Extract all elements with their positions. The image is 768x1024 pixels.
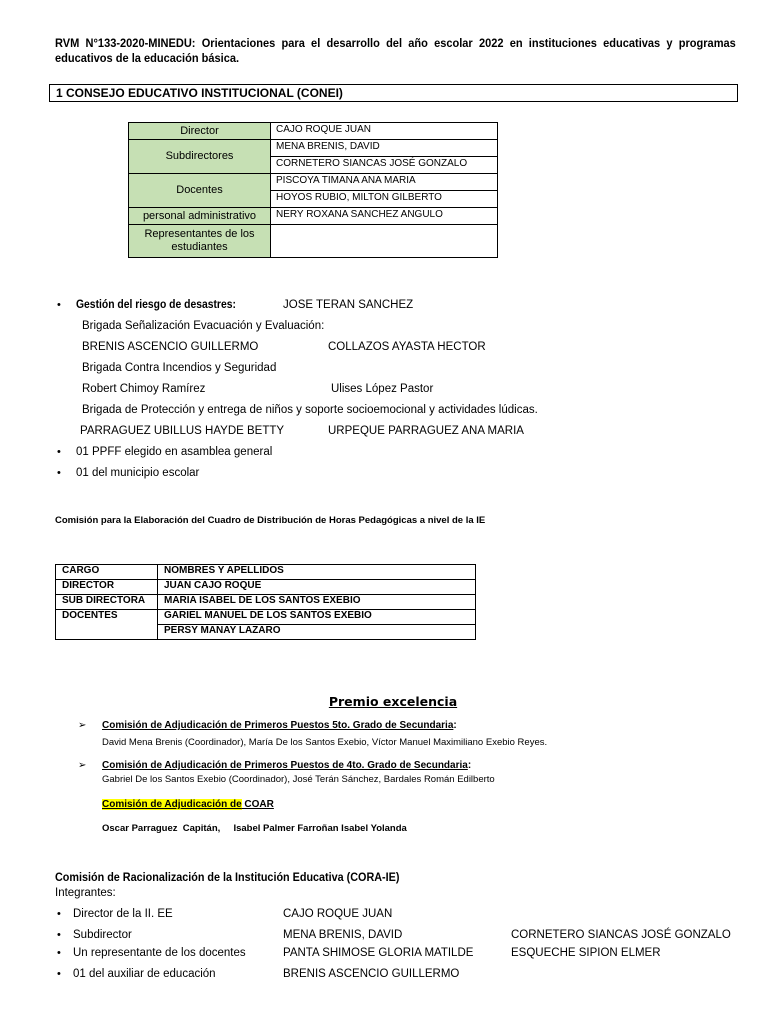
- cora-cargo: Subdirector: [73, 929, 132, 941]
- conei-value: PISCOYA TIMANA ANA MARIA: [271, 174, 498, 191]
- table-row: [129, 123, 498, 140]
- horas-title: Comisión para la Elaboración del Cuadro de Distribución de Horas Pedagógicas a nivel de la IE: [55, 515, 486, 526]
- cora-title: Comisión de Racionalización de la Institución Educativa (CORA-IE): [55, 870, 400, 884]
- cora-name: CAJO ROQUE JUAN: [283, 908, 393, 920]
- comision-1-colon: :: [453, 720, 457, 731]
- comision-1-title-text: Comisión de Adjudicación de Primeros Puestos 5to. Grado de Secundaria: [102, 720, 454, 731]
- conei-value: CORNETERO SIANCAS JOSÉ GONZALO: [271, 157, 498, 174]
- table-cell: MARIA ISABEL DE LOS SANTOS EXEBIO: [158, 595, 476, 610]
- cora-cargo: Un representante de los docentes: [73, 947, 246, 959]
- premio-title: Premio excelencia: [328, 694, 458, 709]
- comision-1-members: David Mena Brenis (Coordinador), María De los Santos Exebio, Víctor Manuel Maximiliano Exebio Reyes.: [102, 737, 548, 748]
- bullet-marker: •: [57, 446, 61, 458]
- brigada-member: Ulises López Pastor: [331, 383, 434, 395]
- cora-integrantes: Integrantes:: [55, 887, 116, 899]
- comision-2-members: Gabriel De los Santos Exebio (Coordinador), José Terán Sánchez, Bardales Román Edilberto: [102, 774, 495, 785]
- comision-coar-rest: COAR: [241, 799, 274, 810]
- horas-table: [55, 564, 476, 640]
- table-row: [129, 174, 498, 191]
- brigada-title: Brigada Contra Incendios y Seguridad: [82, 362, 277, 374]
- table-row: [56, 595, 476, 610]
- comision-coar-members: Oscar Parraguez Capitán, Isabel Palmer Farroñan Isabel Yolanda: [102, 823, 407, 834]
- table-cell: DOCENTES: [56, 610, 158, 640]
- bullet-marker: •: [57, 467, 61, 479]
- brigada-title: Brigada Señalización Evacuación y Evaluación:: [82, 320, 325, 332]
- comision-coar-title: [102, 799, 274, 810]
- cora-cargo: Director de la II. EE: [73, 908, 173, 920]
- cora-name: ESQUECHE SIPION ELMER: [511, 947, 661, 959]
- cora-name: PANTA SHIMOSE GLORIA MATILDE: [283, 947, 474, 959]
- brigada-member: COLLAZOS AYASTA HECTOR: [328, 341, 486, 353]
- riesgo-extra: 01 del municipio escolar: [76, 467, 200, 479]
- table-cell: PERSY MANAY LAZARO: [158, 625, 476, 640]
- conei-section-title: 1 CONSEJO EDUCATIVO INSTITUCIONAL (CONEI): [49, 84, 738, 102]
- table-row: [56, 580, 476, 595]
- cora-name: CORNETERO SIANCAS JOSÉ GONZALO: [511, 929, 731, 941]
- bullet-marker: •: [57, 929, 61, 941]
- comision-2-title-text: Comisión de Adjudicación de Primeros Puestos de 4to. Grado de Secundaria: [102, 760, 468, 771]
- comision-1-title: [102, 720, 457, 731]
- table-row: [129, 208, 498, 225]
- table-cell: SUB DIRECTORA: [56, 595, 158, 610]
- cora-name: BRENIS ASCENCIO GUILLERMO: [283, 968, 460, 980]
- conei-table: [128, 122, 498, 258]
- conei-value: MENA BRENIS, DAVID: [271, 140, 498, 157]
- document-heading: RVM N°133-2020-MINEDU: Orientaciones para el desarrollo del año escolar 2022 en instituciones educativas y programas educativos de la educación básica.: [55, 36, 736, 65]
- table-row: [129, 140, 498, 157]
- bullet-marker: •: [57, 947, 61, 959]
- conei-label: Subdirectores: [129, 140, 271, 174]
- arrow-bullet-icon: ➢: [78, 760, 87, 771]
- conei-value: HOYOS RUBIO, MILTON GILBERTO: [271, 191, 498, 208]
- brigada-member: BRENIS ASCENCIO GUILLERMO: [82, 341, 259, 353]
- table-header-row: [56, 565, 476, 580]
- table-row: [56, 610, 476, 625]
- brigada-title: Brigada de Protección y entrega de niños y soporte socioemocional y actividades lúdicas.: [82, 404, 538, 416]
- comision-2-colon: :: [467, 760, 472, 771]
- conei-value: CAJO ROQUE JUAN: [271, 123, 498, 140]
- cora-cargo: 01 del auxiliar de educación: [73, 968, 216, 980]
- conei-label: Representantes de los estudiantes: [129, 225, 271, 258]
- brigada-member: Robert Chimoy Ramírez: [82, 383, 206, 395]
- riesgo-label: Gestión del riesgo de desastres:: [76, 299, 236, 311]
- brigada-member: URPEQUE PARRAGUEZ ANA MARIA: [328, 425, 524, 437]
- conei-value: [271, 225, 498, 258]
- comision-coar-highlight: Comisión de Adjudicación de: [102, 799, 242, 810]
- bullet-marker: •: [57, 968, 61, 980]
- comision-2-title: [102, 760, 471, 771]
- table-cell: JUAN CAJO ROQUE: [158, 580, 476, 595]
- bullet-marker: •: [57, 908, 61, 920]
- bullet-marker: •: [57, 299, 61, 311]
- arrow-bullet-icon: ➢: [78, 720, 87, 731]
- conei-label: Docentes: [129, 174, 271, 208]
- table-cell: DIRECTOR: [56, 580, 158, 595]
- conei-value: NERY ROXANA SANCHEZ ANGULO: [271, 208, 498, 225]
- table-row: [129, 225, 498, 258]
- table-cell: GARIEL MANUEL DE LOS SANTOS EXEBIO: [158, 610, 476, 625]
- brigada-member: PARRAGUEZ UBILLUS HAYDE BETTY: [80, 425, 285, 437]
- conei-label: personal administrativo: [129, 208, 271, 225]
- riesgo-responsable: JOSE TERAN SANCHEZ: [283, 299, 414, 311]
- conei-label: Director: [129, 123, 271, 140]
- cora-name: MENA BRENIS, DAVID: [283, 929, 403, 941]
- column-header: NOMBRES Y APELLIDOS: [158, 565, 476, 580]
- riesgo-extra: 01 PPFF elegido en asamblea general: [76, 446, 273, 458]
- column-header: CARGO: [56, 565, 158, 580]
